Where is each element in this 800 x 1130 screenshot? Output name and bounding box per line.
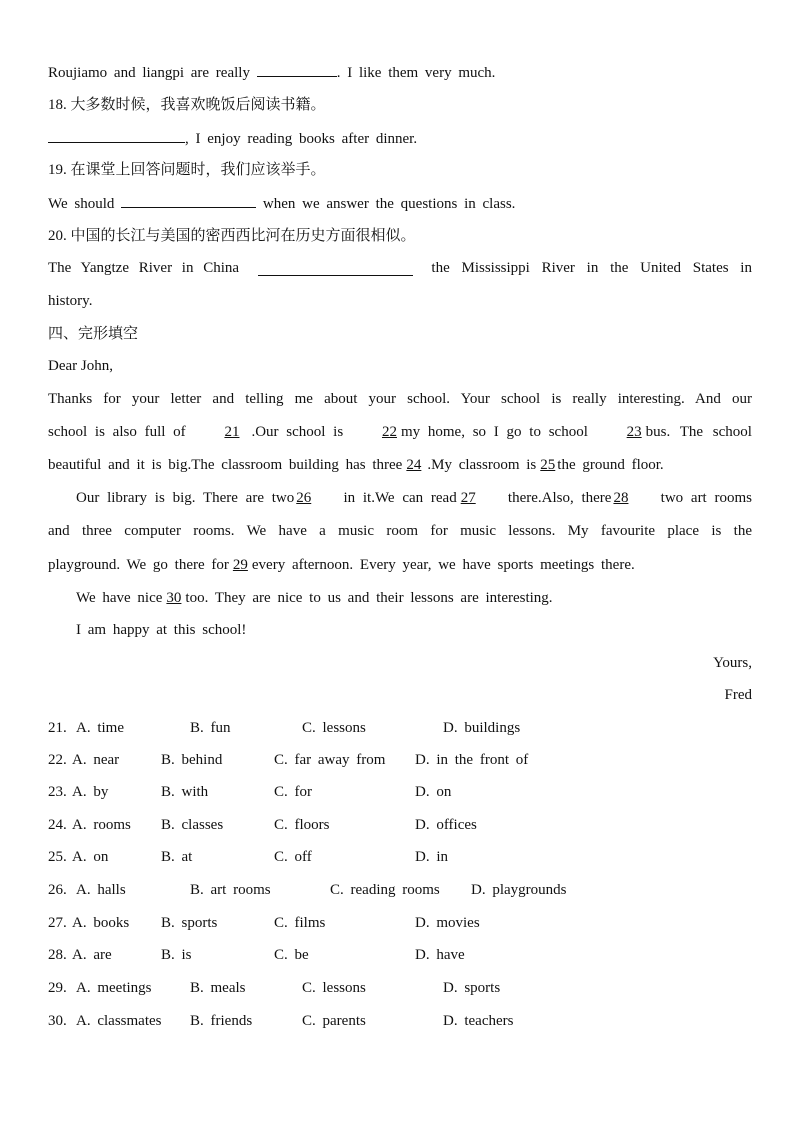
letter-p2-line3: [48, 555, 635, 575]
option-d[interactable]: D. buildings: [443, 720, 521, 736]
q17-text-before: Roujiamo and liangpi are really: [48, 65, 250, 81]
option-b[interactable]: B. sports: [161, 915, 218, 931]
option-b[interactable]: B. at: [161, 849, 193, 865]
question-number: 21.: [48, 720, 67, 736]
option-d[interactable]: D. teachers: [443, 1013, 514, 1029]
blank-26[interactable]: 26: [296, 490, 312, 506]
option-c[interactable]: C. lessons: [302, 980, 366, 996]
option-a[interactable]: A. rooms: [72, 817, 131, 833]
p1-text: beautiful and it is big.The classroom building has three: [48, 457, 403, 473]
option-c[interactable]: C. for: [274, 784, 312, 800]
option-row: [48, 847, 752, 867]
option-d[interactable]: D. sports: [443, 980, 501, 996]
q20-continuation: history.: [48, 293, 93, 309]
question-number: 25.: [48, 849, 67, 865]
option-row: [48, 945, 752, 965]
q19-prompt: 19. 在课堂上回答问题时，我们应该举手。: [48, 162, 326, 178]
option-a[interactable]: A. classmates: [76, 1013, 162, 1029]
question-number: 29.: [48, 980, 67, 996]
question-number: 26.: [48, 882, 67, 898]
question-number: 22.: [48, 752, 67, 768]
option-a[interactable]: A. are: [72, 947, 112, 963]
option-a[interactable]: A. halls: [76, 882, 126, 898]
option-a[interactable]: A. time: [76, 720, 124, 736]
q18-answer-blank[interactable]: [48, 128, 185, 143]
q20-text-after: the Mississippi River in the United States in: [431, 260, 752, 276]
p1-text: the ground floor.: [557, 457, 664, 473]
q17-text-after: . I like them very much.: [336, 65, 496, 81]
option-d[interactable]: D. movies: [415, 915, 480, 931]
option-c[interactable]: C. floors: [274, 817, 330, 833]
option-c[interactable]: C. parents: [302, 1013, 366, 1029]
q19-text-after: when we answer the questions in class.: [262, 196, 516, 212]
letter-signature: Fred: [724, 687, 752, 703]
option-row: [48, 913, 752, 933]
p2-text: playground. We go there for: [48, 557, 229, 573]
p2-text: every afternoon. Every year, we have sports meetings there.: [251, 557, 635, 573]
letter-p4: I am happy at this school!: [76, 622, 247, 638]
option-row: [48, 750, 752, 770]
q19-line: [48, 193, 515, 214]
option-a[interactable]: A. meetings: [76, 980, 152, 996]
p1-text: school is also full of: [48, 424, 186, 440]
section-title: 四、完形填空: [48, 326, 139, 342]
blank-30[interactable]: 30: [166, 590, 182, 606]
q19-answer-blank[interactable]: [121, 193, 256, 208]
q17-line: [48, 62, 495, 83]
q18-line: [48, 128, 417, 149]
blank-28[interactable]: 28: [613, 490, 629, 506]
p3-text: too. They are nice to us and their lessons are interesting.: [185, 590, 553, 606]
option-d[interactable]: D. on: [415, 784, 452, 800]
p1-text: my home, so I go to school: [400, 424, 588, 440]
option-d[interactable]: D. in the front of: [415, 752, 529, 768]
letter-closing: Yours,: [713, 655, 752, 671]
p2-text: there.Also, there: [507, 490, 612, 506]
p2-text: two art rooms: [660, 490, 752, 506]
option-b[interactable]: B. behind: [161, 752, 223, 768]
q18-text-after: , I enjoy reading books after dinner.: [185, 131, 418, 147]
q19-text-before: We should: [48, 196, 115, 212]
q20-text-before: The Yangtze River in China: [48, 260, 240, 276]
blank-23[interactable]: 23: [626, 424, 642, 440]
question-number: 24.: [48, 817, 67, 833]
option-d[interactable]: D. have: [415, 947, 465, 963]
option-row: [48, 978, 752, 998]
option-b[interactable]: B. friends: [190, 1013, 253, 1029]
option-c[interactable]: C. reading rooms: [330, 882, 440, 898]
letter-p1-line3: [48, 455, 664, 475]
option-row: [48, 815, 752, 835]
p2-text: in it.We can read: [343, 490, 457, 506]
letter-p2-line2: and three computer rooms. We have a music room for music lessons. My favourite place is the: [48, 523, 752, 539]
letter-greeting: Dear John,: [48, 358, 113, 374]
question-number: 27.: [48, 915, 67, 931]
option-b[interactable]: B. classes: [161, 817, 224, 833]
option-c[interactable]: C. far away from: [274, 752, 386, 768]
option-row: [48, 718, 752, 738]
option-b[interactable]: B. is: [161, 947, 192, 963]
option-b[interactable]: B. fun: [190, 720, 231, 736]
q20-answer-blank[interactable]: [258, 261, 413, 276]
option-row: [48, 782, 752, 802]
q18-prompt: 18. 大多数时候，我喜欢晚饭后阅读书籍。: [48, 97, 326, 113]
option-b[interactable]: B. with: [161, 784, 209, 800]
blank-29[interactable]: 29: [232, 557, 248, 573]
blank-27[interactable]: 27: [460, 490, 476, 506]
blank-21[interactable]: 21: [224, 424, 240, 440]
option-c[interactable]: C. be: [274, 947, 309, 963]
option-a[interactable]: A. on: [72, 849, 109, 865]
letter-p1-line2: [48, 422, 752, 442]
question-number: 30.: [48, 1013, 67, 1029]
blank-24[interactable]: 24: [406, 457, 422, 473]
option-c[interactable]: C. films: [274, 915, 326, 931]
q20-line: [48, 258, 752, 278]
option-b[interactable]: B. meals: [190, 980, 246, 996]
p3-text: We have nice: [76, 590, 163, 606]
option-a[interactable]: A. near: [72, 752, 120, 768]
p1-text: .Our school is: [251, 424, 344, 440]
option-a[interactable]: A. books: [72, 915, 130, 931]
p1-text: .My classroom is: [427, 457, 537, 473]
question-number: 23.: [48, 784, 67, 800]
option-c[interactable]: C. lessons: [302, 720, 366, 736]
option-d[interactable]: D. offices: [415, 817, 477, 833]
q17-answer-blank[interactable]: [257, 62, 337, 77]
letter-p1-line1: Thanks for your letter and telling me about your school. Your school is really interesting. And our: [48, 391, 752, 407]
blank-22[interactable]: 22: [381, 424, 397, 440]
question-number: 28.: [48, 947, 67, 963]
letter-p2-line1: [76, 488, 752, 508]
option-d[interactable]: D. in: [415, 849, 448, 865]
option-d[interactable]: D. playgrounds: [471, 882, 567, 898]
q20-prompt: 20. 中国的长江与美国的密西西比河在历史方面很相似。: [48, 228, 416, 244]
p2-text: Our library is big. There are two: [76, 490, 295, 506]
p1-text: bus. The school: [645, 424, 752, 440]
option-row: [48, 880, 752, 900]
option-a[interactable]: A. by: [72, 784, 109, 800]
letter-p3: [76, 588, 553, 608]
option-b[interactable]: B. art rooms: [190, 882, 271, 898]
option-row: [48, 1011, 752, 1031]
option-c[interactable]: C. off: [274, 849, 312, 865]
blank-25[interactable]: 25: [540, 457, 556, 473]
